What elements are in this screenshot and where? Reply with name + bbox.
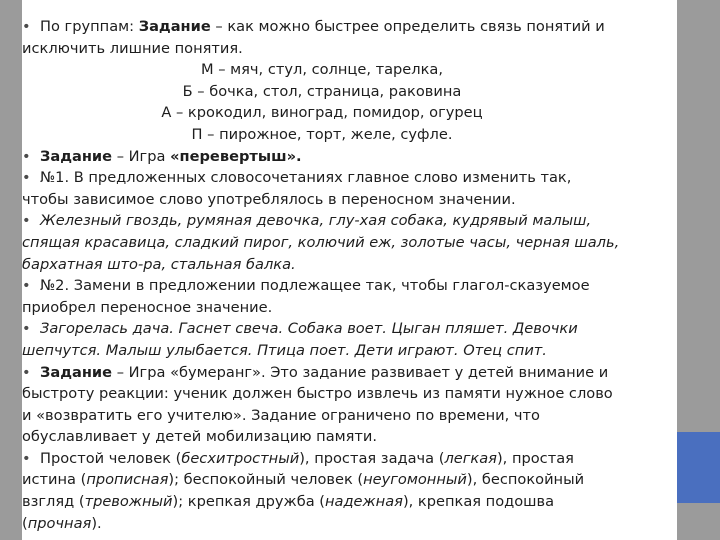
bullet-icon: • xyxy=(22,449,31,467)
bullet-icon: • xyxy=(22,147,31,165)
accent-bar xyxy=(677,432,720,503)
paragraph-5: • №2. Замени в предложении подлежащее так, чтобы глагол-сказуемое приобрел переносное значение. xyxy=(22,277,590,316)
bullet-icon: • xyxy=(22,320,31,338)
paragraph-8: • Простой человек (бесхитростный), простая задача (легкая), простая истина (прописная); беспокойный человек (неугомонный), беспокойный взгляд (тревожный); крепкая дружба (надежная), крепкая подошва (прочная). xyxy=(22,449,585,532)
bullet-icon: • xyxy=(22,277,31,295)
paragraph-7: • Задание – Игра «бумеранг». Это задание развивает у детей внимание и быстроту реакции: ученик должен быстро извлечь из памяти нужное слово и «возвратить его учителю». Задание ограничено по времени, что обуславливает у детей мобилизацию памяти. xyxy=(22,363,613,446)
slide-content xyxy=(22,16,622,534)
bullet-icon: • xyxy=(22,18,31,35)
centered-line-4: П – пирожное, торт, желе, суфле. xyxy=(191,125,453,143)
bullet-icon: • xyxy=(22,212,31,230)
paragraph-3: • №1. В предложенных словосочетаниях главное слово изменить так, чтобы зависимое слово употреблялось в переносном значении. xyxy=(22,169,572,208)
paragraph-6: • Загорелась дача. Гаснет свеча. Собака воет. Цыган пляшет. Девочки шепчутся. Малыш улыбается. Птица поет. Дети играют. Отец спит. xyxy=(22,320,578,359)
centered-line-1: М – мяч, стул, солнце, тарелка, xyxy=(200,61,444,79)
centered-line-2: Б – бочка, стол, страница, раковина xyxy=(182,82,462,100)
paragraph-4: • Железный гвоздь, румяная девочка, глу-хая собака, кудрявый малыш, спящая красавица, сладкий пирог, колючий еж, золотые часы, черная шаль, бархатная што-ра, стальная балка. xyxy=(22,212,620,273)
centered-line-3: А – крокодил, виноград, помидор, огурец xyxy=(161,104,483,122)
paragraph-1: • По группам: Задание – как можно быстрее определить связь понятий и исключить лишние понятия. xyxy=(22,18,605,57)
bullet-icon: • xyxy=(22,169,31,187)
paragraph-2: • Задание – Игра «перевертыш». xyxy=(22,146,622,168)
bullet-icon: • xyxy=(22,363,31,381)
